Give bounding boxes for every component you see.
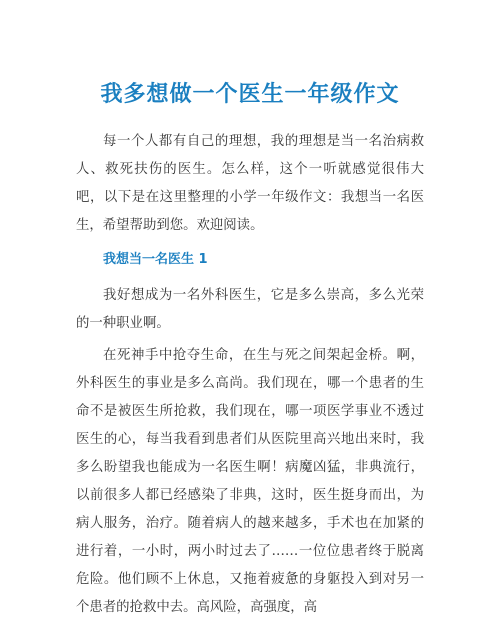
section-heading: 我想当一名医生 1 bbox=[103, 252, 208, 267]
intro-paragraph: 每一个人都有自己的理想，我的理想是当一名治病救人、救死扶伤的医生。怎么样，这个一听就感觉很伟大吧，以下是在这里整理的小学一年级作文：我想当一名医生，希望帮助到您。欢迎阅读。 bbox=[76, 134, 424, 233]
body-paragraph-2: 在死神手中抢夺生命，在生与死之间架起金桥。啊，外科医生的事业是多么高尚。我们现在，哪一个患者的生命不是被医生所抢救，我们现在，哪一项医学事业不透过医生的心，每当我看到患者们从医院里高兴地出来时，我多么盼望我也能成为一名医生啊！病魔凶猛，非典流行，以前很多人都已经感染了非典，这时，医生挺身而出，为病人服务，治疗。随着病人的越来越多，手术也在加紧的进行着，一小时，两小时过去了……一位位患者终于脱离危险。他们顾不上休息，又拖着疲惫的身躯投入到对另一个患者的抢救中去。高风险，高强度，高 bbox=[76, 348, 424, 615]
body-paragraph-1: 我好想成为一名外科医生，它是多么崇高，多么光荣的一种职业啊。 bbox=[76, 288, 424, 331]
page-title: 我多想做一个医生一年级作文 bbox=[100, 81, 400, 107]
